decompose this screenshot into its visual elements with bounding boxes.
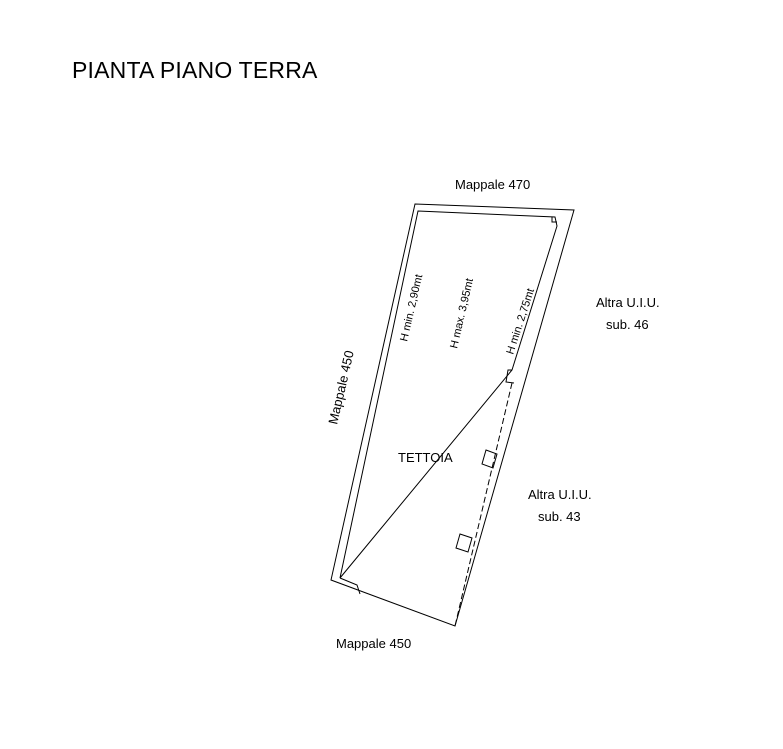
label-height-min-right: H min. 2,75mt [504,287,538,356]
label-mappale-north: Mappale 470 [455,177,531,192]
label-height-max: H max. 3,95mt [448,277,477,350]
label-east-upper-line1: Altra U.I.U. [596,295,660,310]
boundary-line-sub-43 [455,383,512,626]
label-mappale-south: Mappale 450 [336,636,412,651]
pillar-right-middle [482,450,497,468]
page-title: PIANTA PIANO TERRA [72,57,318,83]
pillar-right-lower [456,534,472,552]
label-east-upper-line2: sub. 46 [606,317,649,332]
label-room: TETTOIA [398,450,453,465]
outer-wall [331,204,574,626]
label-east-lower-line2: sub. 43 [538,509,581,524]
label-mappale-west: Mappale 450 [325,349,357,426]
corner-pillar-bottom-left [340,578,360,594]
label-east-lower-line1: Altra U.I.U. [528,487,592,502]
label-height-min-left: H min. 2,90mt [398,273,426,343]
